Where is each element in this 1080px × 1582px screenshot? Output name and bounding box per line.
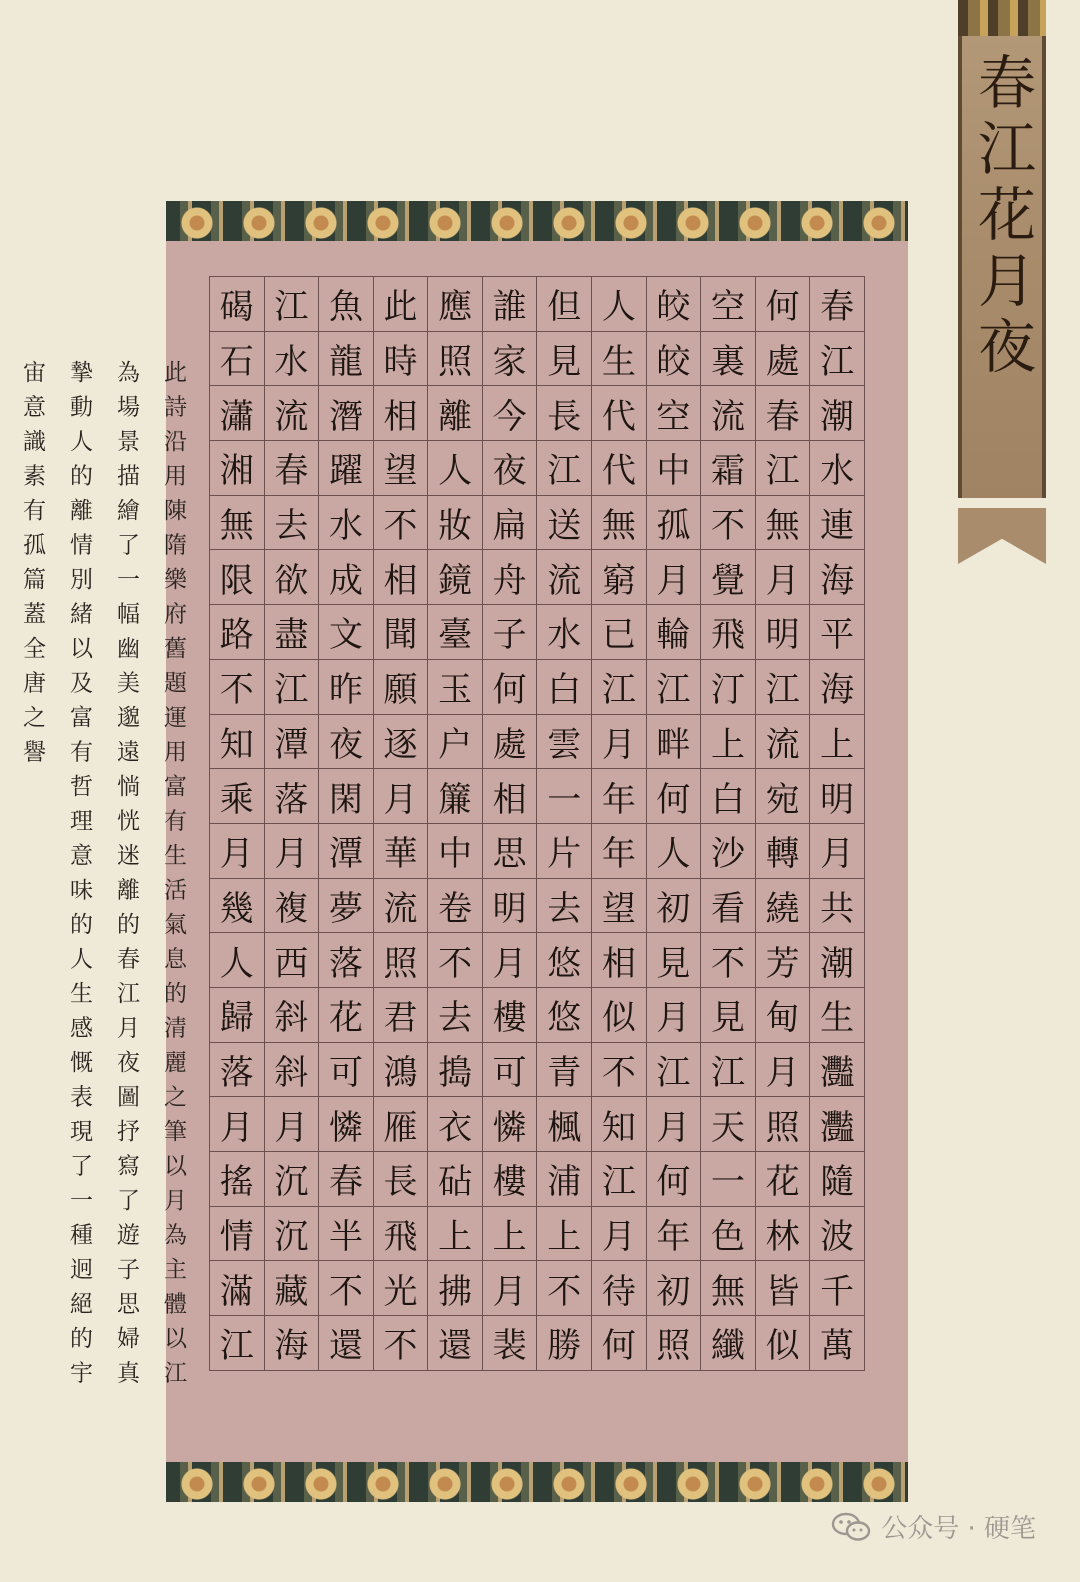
grid-cell: 人 xyxy=(210,933,265,988)
grid-cell: 覺 xyxy=(701,550,756,605)
grid-cell: 輪 xyxy=(647,605,702,660)
grid-cell: 路 xyxy=(210,605,265,660)
grid-cell: 月 xyxy=(210,824,265,879)
grid-cell: 應 xyxy=(428,277,483,332)
grid-cell: 春 xyxy=(319,1152,374,1207)
grid-cell: 成 xyxy=(319,550,374,605)
grid-cell: 不 xyxy=(374,1316,429,1371)
grid-cell: 離 xyxy=(428,386,483,441)
grid-cell: 一 xyxy=(537,769,592,824)
grid-cell: 平 xyxy=(810,605,865,660)
grid-cell: 逐 xyxy=(374,715,429,770)
grid-cell: 楓 xyxy=(537,1097,592,1152)
grid-cell: 情 xyxy=(210,1207,265,1262)
grid-cell: 代 xyxy=(592,386,647,441)
commentary-column: 此詩沿用陳隋樂府舊題運用富有生活氣息的清麗之筆以月為主體以江 xyxy=(160,360,186,1395)
grid-cell: 今 xyxy=(483,386,538,441)
grid-cell: 月 xyxy=(265,824,320,879)
grid-cell: 甸 xyxy=(756,988,811,1043)
grid-cell: 湘 xyxy=(210,441,265,496)
commentary-column: 摯動人的離情別緒以及富有哲理意味的人生感慨表現了一種迥絕的宇 xyxy=(66,360,92,1395)
grid-cell: 不 xyxy=(319,1261,374,1316)
grid-cell: 空 xyxy=(701,277,756,332)
grid-cell: 潮 xyxy=(810,933,865,988)
grid-cell: 沉 xyxy=(265,1152,320,1207)
grid-cell: 願 xyxy=(374,660,429,715)
grid-cell: 明 xyxy=(483,879,538,934)
grid-cell: 水 xyxy=(265,332,320,387)
grid-cell: 相 xyxy=(374,550,429,605)
grid-cell: 月 xyxy=(756,1043,811,1098)
grid-cell: 江 xyxy=(265,660,320,715)
grid-cell: 誰 xyxy=(483,277,538,332)
grid-cell: 一 xyxy=(701,1152,756,1207)
grid-cell: 月 xyxy=(374,769,429,824)
grid-cell: 月 xyxy=(483,933,538,988)
grid-cell: 還 xyxy=(319,1316,374,1371)
grid-cell: 江 xyxy=(810,332,865,387)
grid-cell: 盡 xyxy=(265,605,320,660)
wechat-icon xyxy=(831,1512,871,1542)
grid-cell: 知 xyxy=(592,1097,647,1152)
grid-cell: 共 xyxy=(810,879,865,934)
grid-cell: 見 xyxy=(701,988,756,1043)
grid-cell: 處 xyxy=(756,332,811,387)
grid-cell: 江 xyxy=(592,1152,647,1207)
grid-cell: 限 xyxy=(210,550,265,605)
scroll-border-bottom xyxy=(166,1462,908,1502)
grid-cell: 無 xyxy=(210,496,265,551)
grid-cell: 皎 xyxy=(647,277,702,332)
grid-cell: 相 xyxy=(592,933,647,988)
grid-cell: 年 xyxy=(592,769,647,824)
grid-cell: 君 xyxy=(374,988,429,1043)
grid-cell: 斜 xyxy=(265,1043,320,1098)
grid-cell: 水 xyxy=(537,605,592,660)
grid-cell: 年 xyxy=(647,1207,702,1262)
grid-cell: 月 xyxy=(647,1097,702,1152)
grid-cell: 上 xyxy=(701,715,756,770)
grid-cell: 文 xyxy=(319,605,374,660)
grid-cell: 上 xyxy=(537,1207,592,1262)
grid-cell: 勝 xyxy=(537,1316,592,1371)
grid-cell: 流 xyxy=(265,386,320,441)
grid-cell: 欲 xyxy=(265,550,320,605)
grid-cell: 不 xyxy=(428,933,483,988)
grid-cell: 花 xyxy=(319,988,374,1043)
grid-cell: 衣 xyxy=(428,1097,483,1152)
grid-cell: 照 xyxy=(374,933,429,988)
grid-cell: 白 xyxy=(701,769,756,824)
grid-cell: 去 xyxy=(428,988,483,1043)
grid-cell: 江 xyxy=(647,1043,702,1098)
grid-cell: 見 xyxy=(647,933,702,988)
grid-cell: 月 xyxy=(592,715,647,770)
grid-cell: 悠 xyxy=(537,988,592,1043)
grid-cell: 照 xyxy=(428,332,483,387)
grid-cell: 憐 xyxy=(319,1097,374,1152)
grid-cell: 潛 xyxy=(319,386,374,441)
grid-cell: 上 xyxy=(483,1207,538,1262)
grid-cell: 樓 xyxy=(483,1152,538,1207)
grid-cell: 似 xyxy=(592,988,647,1043)
grid-cell: 妝 xyxy=(428,496,483,551)
grid-cell: 斜 xyxy=(265,988,320,1043)
grid-cell: 月 xyxy=(210,1097,265,1152)
grid-cell: 流 xyxy=(537,550,592,605)
grid-cell: 夜 xyxy=(319,715,374,770)
grid-cell: 不 xyxy=(701,496,756,551)
grid-cell: 臺 xyxy=(428,605,483,660)
grid-cell: 何 xyxy=(647,1152,702,1207)
grid-cell: 人 xyxy=(428,441,483,496)
grid-cell: 月 xyxy=(647,988,702,1043)
grid-cell: 知 xyxy=(210,715,265,770)
grid-cell: 灩 xyxy=(810,1043,865,1098)
grid-cell: 江 xyxy=(210,1316,265,1371)
grid-cell: 樓 xyxy=(483,988,538,1043)
grid-cell: 皆 xyxy=(756,1261,811,1316)
grid-cell: 搖 xyxy=(210,1152,265,1207)
grid-cell: 扁 xyxy=(483,496,538,551)
grid-cell: 歸 xyxy=(210,988,265,1043)
grid-cell: 不 xyxy=(537,1261,592,1316)
commentary-column: 為場景描繪了一幅幽美邈遠惝恍迷離的春江月夜圖抒寫了遊子思婦真 xyxy=(113,360,139,1395)
grid-cell: 空 xyxy=(647,386,702,441)
grid-cell: 江 xyxy=(756,441,811,496)
grid-cell: 裏 xyxy=(701,332,756,387)
grid-cell: 月 xyxy=(810,824,865,879)
grid-cell: 江 xyxy=(756,660,811,715)
grid-cell: 長 xyxy=(374,1152,429,1207)
grid-cell: 可 xyxy=(483,1043,538,1098)
grid-cell: 色 xyxy=(701,1207,756,1262)
grid-cell: 相 xyxy=(374,386,429,441)
grid-cell: 思 xyxy=(483,824,538,879)
grid-cell: 月 xyxy=(647,550,702,605)
grid-cell: 鏡 xyxy=(428,550,483,605)
grid-cell: 潭 xyxy=(265,715,320,770)
grid-cell: 瀟 xyxy=(210,386,265,441)
grid-cell: 拂 xyxy=(428,1261,483,1316)
grid-cell: 水 xyxy=(319,496,374,551)
grid-cell: 但 xyxy=(537,277,592,332)
grid-cell: 春 xyxy=(265,441,320,496)
grid-cell: 月 xyxy=(483,1261,538,1316)
grid-cell: 人 xyxy=(592,277,647,332)
grid-cell: 雁 xyxy=(374,1097,429,1152)
grid-cell: 魚 xyxy=(319,277,374,332)
grid-cell: 不 xyxy=(592,1043,647,1098)
grid-cell: 中 xyxy=(428,824,483,879)
poem-grid xyxy=(209,276,865,1371)
grid-cell: 可 xyxy=(319,1043,374,1098)
grid-cell: 生 xyxy=(810,988,865,1043)
grid-cell: 流 xyxy=(756,715,811,770)
grid-cell: 子 xyxy=(483,605,538,660)
grid-cell: 沙 xyxy=(701,824,756,879)
grid-cell: 石 xyxy=(210,332,265,387)
grid-cell: 千 xyxy=(810,1261,865,1316)
grid-cell: 望 xyxy=(374,441,429,496)
grid-cell: 畔 xyxy=(647,715,702,770)
grid-cell: 悠 xyxy=(537,933,592,988)
grid-cell: 落 xyxy=(210,1043,265,1098)
grid-cell: 户 xyxy=(428,715,483,770)
grid-cell: 汀 xyxy=(701,660,756,715)
grid-cell: 水 xyxy=(810,441,865,496)
grid-cell: 卷 xyxy=(428,879,483,934)
grid-cell: 海 xyxy=(810,550,865,605)
grid-cell: 江 xyxy=(537,441,592,496)
grid-cell: 似 xyxy=(756,1316,811,1371)
grid-cell: 江 xyxy=(701,1043,756,1098)
grid-cell: 連 xyxy=(810,496,865,551)
grid-cell: 家 xyxy=(483,332,538,387)
grid-cell: 落 xyxy=(265,769,320,824)
commentary-column: 宙意識素有孤篇蓋全唐之譽 xyxy=(19,360,45,774)
grid-cell: 處 xyxy=(483,715,538,770)
grid-cell: 江 xyxy=(592,660,647,715)
grid-cell: 波 xyxy=(810,1207,865,1262)
grid-cell: 無 xyxy=(756,496,811,551)
grid-cell: 不 xyxy=(210,660,265,715)
grid-cell: 芳 xyxy=(756,933,811,988)
grid-cell: 裴 xyxy=(483,1316,538,1371)
grid-cell: 長 xyxy=(537,386,592,441)
grid-cell: 照 xyxy=(647,1316,702,1371)
banner-tail xyxy=(958,508,1046,564)
grid-cell: 年 xyxy=(592,824,647,879)
grid-cell: 聞 xyxy=(374,605,429,660)
grid-cell: 躍 xyxy=(319,441,374,496)
grid-cell: 已 xyxy=(592,605,647,660)
grid-cell: 飛 xyxy=(374,1207,429,1262)
grid-cell: 代 xyxy=(592,441,647,496)
grid-cell: 白 xyxy=(537,660,592,715)
watermark xyxy=(831,1508,1036,1545)
grid-cell: 昨 xyxy=(319,660,374,715)
grid-cell: 宛 xyxy=(756,769,811,824)
grid-cell: 舟 xyxy=(483,550,538,605)
grid-cell: 藏 xyxy=(265,1261,320,1316)
grid-cell: 光 xyxy=(374,1261,429,1316)
grid-cell: 潮 xyxy=(810,386,865,441)
grid-cell: 看 xyxy=(701,879,756,934)
grid-cell: 半 xyxy=(319,1207,374,1262)
grid-cell: 灩 xyxy=(810,1097,865,1152)
grid-cell: 去 xyxy=(537,879,592,934)
grid-cell: 西 xyxy=(265,933,320,988)
grid-cell: 片 xyxy=(537,824,592,879)
banner-brocade xyxy=(958,0,1046,36)
grid-cell: 纖 xyxy=(701,1316,756,1371)
grid-cell: 時 xyxy=(374,332,429,387)
grid-cell: 人 xyxy=(647,824,702,879)
grid-cell: 砧 xyxy=(428,1152,483,1207)
grid-cell: 此 xyxy=(374,277,429,332)
grid-cell: 月 xyxy=(756,550,811,605)
grid-cell: 何 xyxy=(592,1316,647,1371)
grid-cell: 去 xyxy=(265,496,320,551)
grid-cell: 上 xyxy=(428,1207,483,1262)
grid-cell: 流 xyxy=(374,879,429,934)
grid-cell: 海 xyxy=(810,660,865,715)
grid-cell: 雲 xyxy=(537,715,592,770)
grid-cell: 海 xyxy=(265,1316,320,1371)
grid-cell: 閑 xyxy=(319,769,374,824)
grid-cell: 上 xyxy=(810,715,865,770)
title-vertical xyxy=(958,52,1046,382)
grid-cell: 沉 xyxy=(265,1207,320,1262)
commentary xyxy=(8,360,196,1420)
grid-cell: 何 xyxy=(756,277,811,332)
grid-cell: 搗 xyxy=(428,1043,483,1098)
grid-cell: 憐 xyxy=(483,1097,538,1152)
grid-cell: 鴻 xyxy=(374,1043,429,1098)
grid-cell: 見 xyxy=(537,332,592,387)
grid-cell: 無 xyxy=(592,496,647,551)
grid-cell: 何 xyxy=(647,769,702,824)
grid-cell: 潭 xyxy=(319,824,374,879)
grid-cell: 林 xyxy=(756,1207,811,1262)
grid-cell: 春 xyxy=(756,386,811,441)
grid-cell: 生 xyxy=(592,332,647,387)
grid-cell: 夜 xyxy=(483,441,538,496)
grid-cell: 無 xyxy=(701,1261,756,1316)
grid-cell: 隨 xyxy=(810,1152,865,1207)
grid-cell: 待 xyxy=(592,1261,647,1316)
grid-cell: 皎 xyxy=(647,332,702,387)
title-text: 春江花月夜 xyxy=(968,52,1036,382)
grid-cell: 窮 xyxy=(592,550,647,605)
grid-cell: 月 xyxy=(265,1097,320,1152)
grid-cell: 江 xyxy=(647,660,702,715)
grid-cell: 照 xyxy=(756,1097,811,1152)
grid-cell: 滿 xyxy=(210,1261,265,1316)
grid-cell: 中 xyxy=(647,441,702,496)
grid-cell: 天 xyxy=(701,1097,756,1152)
grid-cell: 落 xyxy=(319,933,374,988)
grid-cell: 青 xyxy=(537,1043,592,1098)
grid-cell: 江 xyxy=(265,277,320,332)
grid-cell: 相 xyxy=(483,769,538,824)
grid-cell: 萬 xyxy=(810,1316,865,1371)
watermark-text: 公众号 · 硬笔 xyxy=(881,1514,1036,1544)
grid-cell: 龍 xyxy=(319,332,374,387)
grid-cell: 華 xyxy=(374,824,429,879)
grid-cell: 明 xyxy=(756,605,811,660)
grid-cell: 玉 xyxy=(428,660,483,715)
grid-cell: 孤 xyxy=(647,496,702,551)
grid-cell: 乘 xyxy=(210,769,265,824)
grid-cell: 初 xyxy=(647,879,702,934)
grid-cell: 簾 xyxy=(428,769,483,824)
grid-cell: 霜 xyxy=(701,441,756,496)
grid-cell: 月 xyxy=(592,1207,647,1262)
grid-cell: 還 xyxy=(428,1316,483,1371)
grid-cell: 不 xyxy=(701,933,756,988)
grid-cell: 望 xyxy=(592,879,647,934)
grid-cell: 初 xyxy=(647,1261,702,1316)
grid-cell: 轉 xyxy=(756,824,811,879)
scroll-border-top xyxy=(166,201,908,241)
grid-cell: 送 xyxy=(537,496,592,551)
grid-cell: 夢 xyxy=(319,879,374,934)
grid-cell: 明 xyxy=(810,769,865,824)
grid-cell: 花 xyxy=(756,1152,811,1207)
grid-cell: 春 xyxy=(810,277,865,332)
grid-cell: 飛 xyxy=(701,605,756,660)
grid-cell: 複 xyxy=(265,879,320,934)
grid-cell: 流 xyxy=(701,386,756,441)
grid-cell: 幾 xyxy=(210,879,265,934)
grid-cell: 繞 xyxy=(756,879,811,934)
grid-cell: 何 xyxy=(483,660,538,715)
grid-cell: 碣 xyxy=(210,277,265,332)
grid-cell: 浦 xyxy=(537,1152,592,1207)
grid-cell: 不 xyxy=(374,496,429,551)
